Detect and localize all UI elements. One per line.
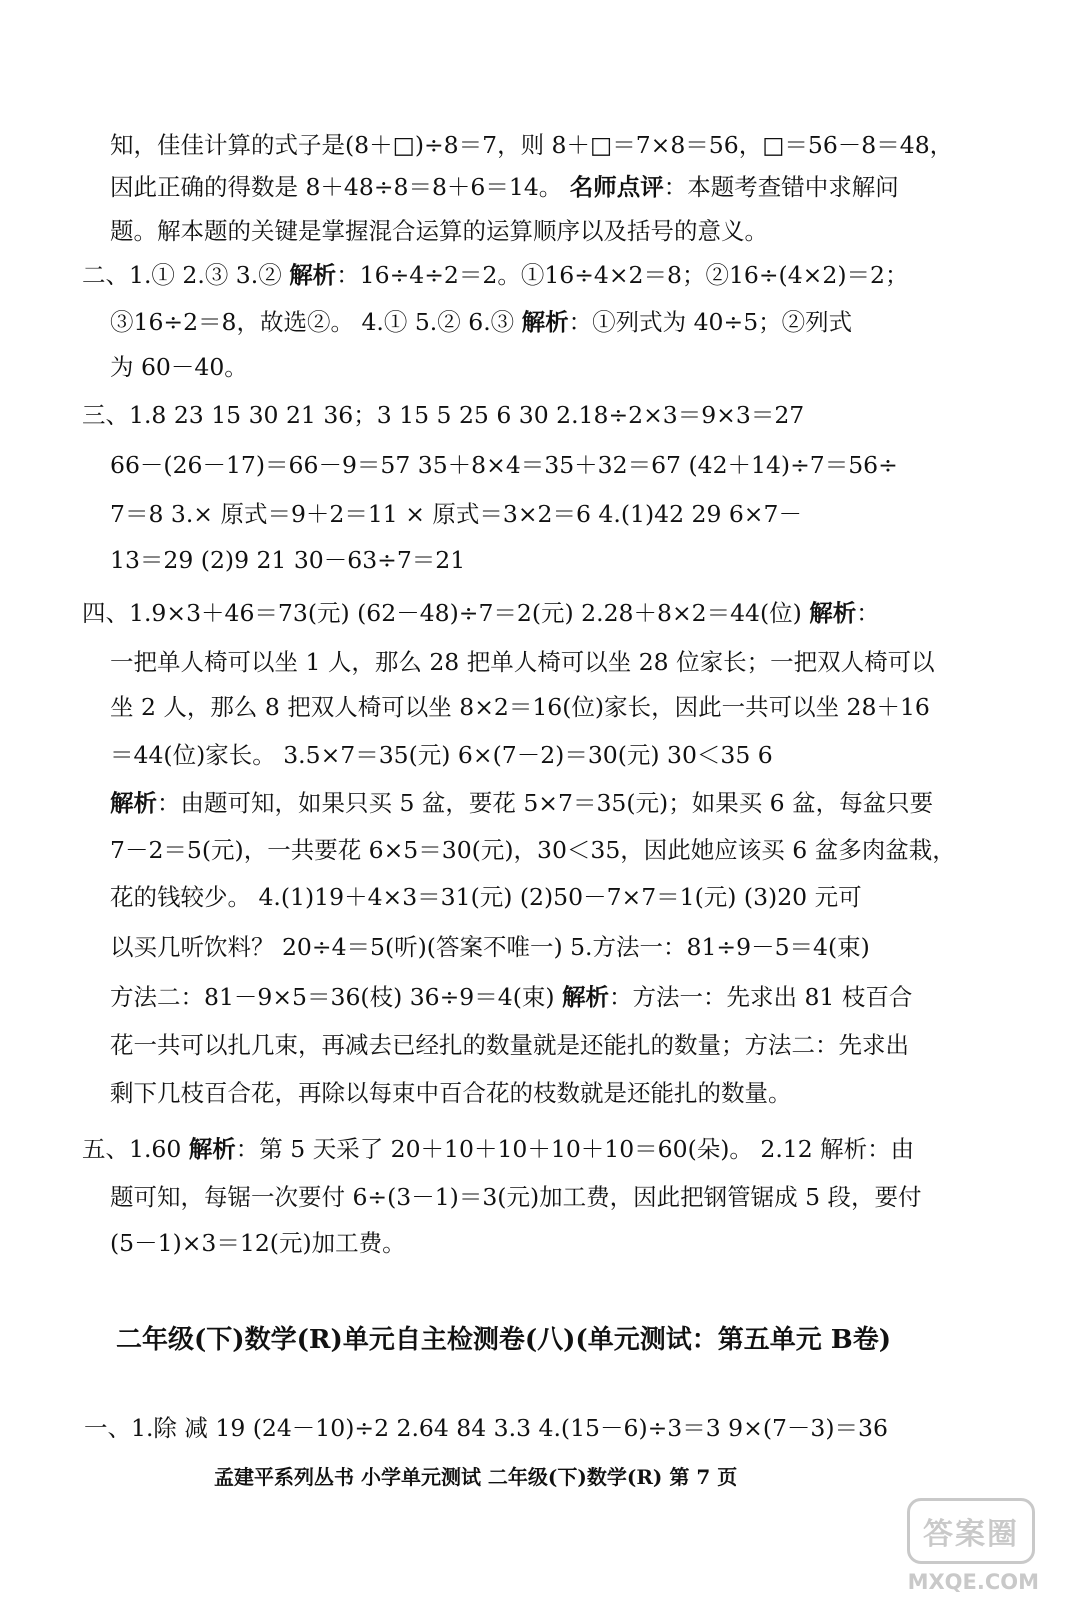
answer-line bbox=[82, 258, 908, 292]
answer-text-tail: ：16÷4÷2＝2。①16÷4×2＝8；②16÷(4×2)＝2； bbox=[336, 261, 909, 289]
answer-text: 花一共可以扎几束，再减去已经扎的数量就是还能扎的数量；方法二：先求出 bbox=[110, 1031, 909, 1059]
answer-text: 66－(26－17)＝66－9＝57 35＋8×4＝35＋32＝67 (42＋14)÷7＝56÷ bbox=[110, 451, 898, 479]
answer-line bbox=[110, 170, 899, 204]
page-footer: 孟建平系列丛书 小学单元测试 二年级(下)数学(R) 第 7 页 bbox=[214, 1465, 738, 1489]
answer-line bbox=[110, 1028, 909, 1062]
answer-line bbox=[110, 214, 768, 248]
answer-text: 剩下几枝百合花，再除以每束中百合花的枝数就是还能扎的数量。 bbox=[110, 1079, 792, 1107]
answer-text: 一把单人椅可以坐 1 人，那么 28 把单人椅可以坐 28 位家长；一把双人椅可以 bbox=[110, 648, 935, 676]
answer-line bbox=[110, 690, 930, 724]
answer-text: ＝44(位)家长。 3.5×7＝35(元) 6×(7－2)＝30(元) 30＜35 6 bbox=[110, 741, 773, 769]
answer-line bbox=[110, 645, 935, 679]
answer-text: 坐 2 人，那么 8 把双人椅可以坐 8×2＝16(位)家长，因此一共可以坐 28＋16 bbox=[110, 693, 930, 721]
answer-text-tail: ：由题可知，如果只买 5 盆，要花 5×7＝35(元)；如果买 6 盆，每盆只要 bbox=[157, 789, 934, 817]
watermark-url: MXQE.COM bbox=[907, 1570, 1039, 1594]
answer-text: 因此正确的得数是 8＋48÷8＝8＋6＝14。 bbox=[110, 173, 570, 201]
analysis-label: 解析 bbox=[562, 983, 610, 1011]
answer-line bbox=[110, 738, 773, 772]
answer-line bbox=[110, 1180, 922, 1214]
answer-text: ③16÷2＝8，故选②。 4.① 5.② 6.③ bbox=[110, 308, 522, 336]
answer-text: 四、1.9×3＋46＝73(元) (62－48)÷7＝2(元) 2.28＋8×2＝44(位) bbox=[82, 599, 810, 627]
answer-line bbox=[110, 1076, 792, 1110]
answer-text-tail: ： bbox=[856, 599, 880, 627]
answer-line bbox=[110, 128, 953, 162]
answer-line bbox=[110, 880, 862, 914]
answer-text: 7＝8 3.× 原式＝9＋2＝11 × 原式＝3×2＝6 4.(1)42 29 6×7－ bbox=[110, 500, 802, 528]
answer-text: 以买几听饮料？ 20÷4＝5(听)(答案不唯一) 5.方法一：81÷9－5＝4(束) bbox=[110, 933, 870, 961]
answer-line bbox=[110, 497, 802, 531]
answer-text-tail: ：第 5 天采了 20＋10＋10＋10＋10＝60(朵)。 2.12 解析：由 bbox=[235, 1135, 915, 1163]
answer-line bbox=[110, 930, 870, 964]
answer-text: 花的钱较少。 4.(1)19＋4×3＝31(元) (2)50－7×7＝1(元) (3)20 元可 bbox=[110, 883, 862, 911]
answer-line bbox=[110, 786, 933, 820]
answer-line bbox=[110, 448, 898, 482]
answer-text: 题可知，每锯一次要付 6÷(3－1)＝3(元)加工费，因此把钢管锯成 5 段，要付 bbox=[110, 1183, 922, 1211]
answer-line bbox=[110, 833, 956, 867]
analysis-label: 解析 bbox=[521, 308, 569, 336]
analysis-label: 名师点评 bbox=[569, 173, 664, 201]
answer-line bbox=[82, 398, 804, 432]
answer-text: 三、1.8 23 15 30 21 36；3 15 5 25 6 30 2.18÷2×3＝9×3＝27 bbox=[82, 401, 805, 429]
section-title: 二年级(下)数学(R)单元自主检测卷(八)(单元测试：第五单元 B卷) bbox=[116, 1325, 892, 1355]
answer-line bbox=[110, 350, 248, 384]
answer-text: 知，佳佳计算的式子是(8＋□)÷8＝7，则 8＋□＝7×8＝56，□＝56－8＝48， bbox=[110, 131, 954, 159]
watermark-logo: 答案圈 bbox=[907, 1498, 1035, 1564]
answer-text: 二、1.① 2.③ 3.② bbox=[82, 261, 290, 289]
answer-text: (5－1)×3＝12(元)加工费。 bbox=[110, 1229, 406, 1257]
answer-text: 13＝29 (2)9 21 30－63÷7＝21 bbox=[110, 546, 466, 574]
answer-text: 7－2＝5(元)，一共要花 6×5＝30(元)，30＜35，因此她应该买 6 盆多肉盆栽， bbox=[110, 836, 956, 864]
answer-line bbox=[110, 543, 465, 577]
analysis-label: 解析 bbox=[110, 789, 157, 817]
answer-line bbox=[110, 1226, 406, 1260]
answer-line bbox=[110, 305, 852, 339]
answer-text: 为 60－40。 bbox=[110, 353, 248, 381]
answer-line bbox=[110, 980, 912, 1014]
answer-text-tail: ：本题考查错中求解问 bbox=[663, 173, 899, 201]
analysis-label: 解析 bbox=[188, 1135, 236, 1163]
answer-text: 五、1.60 bbox=[82, 1135, 189, 1163]
answer-text: 方法二：81－9×5＝36(枝) 36÷9＝4(束) bbox=[110, 983, 563, 1011]
answer-line-section-one: 一、1.除 减 19 (24－10)÷2 2.64 84 3.3 4.(15－6)÷3＝3 9×(7－3)＝36 bbox=[84, 1414, 888, 1442]
answer-text: 题。解本题的关键是掌握混合运算的运算顺序以及括号的意义。 bbox=[110, 217, 768, 245]
analysis-label: 解析 bbox=[289, 261, 337, 289]
answer-line bbox=[82, 596, 880, 630]
answer-text-tail: ：①列式为 40÷5；②列式 bbox=[568, 308, 853, 336]
answer-text-tail: ：方法一：先求出 81 枝百合 bbox=[609, 983, 913, 1011]
answer-line bbox=[82, 1132, 914, 1166]
analysis-label: 解析 bbox=[809, 599, 857, 627]
